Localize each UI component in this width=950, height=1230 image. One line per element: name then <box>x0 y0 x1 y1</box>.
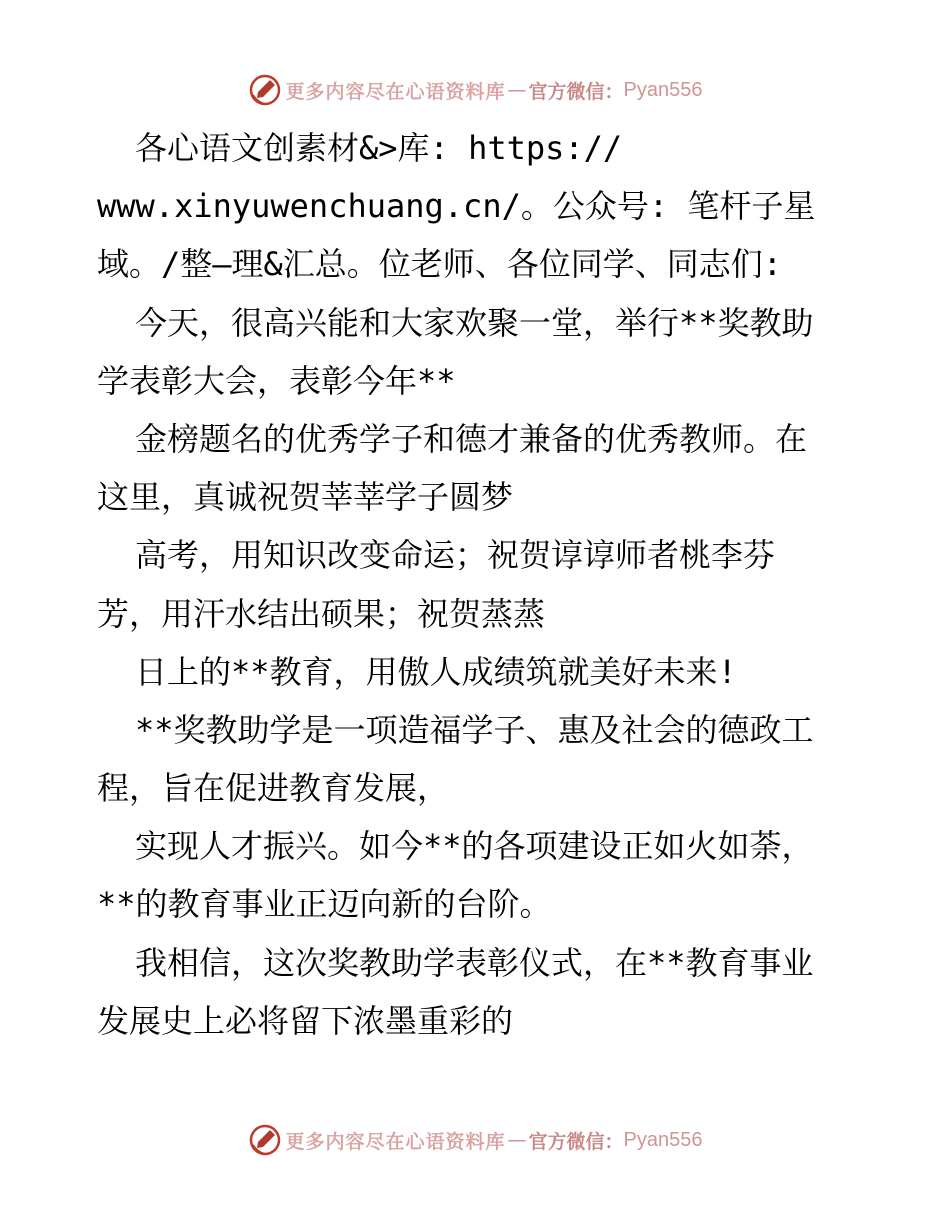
text-line: 程，旨在促进教育发展， <box>97 769 450 808</box>
text-line: 实现人才振兴。如今**的各项建设正如火如荼， <box>135 827 814 866</box>
banner-dash: — <box>507 79 527 101</box>
text-line: 高考，用知识改变命运；祝贺谆谆师者桃李芬 <box>135 536 776 575</box>
text-line: 这里，真诚祝贺莘莘学子圆梦 <box>97 478 514 517</box>
banner-title: 更多内容尽在心语资料库 <box>285 1130 506 1153</box>
text-line: 芳，用汗水结出硕果；祝贺蒸蒸 <box>97 594 546 633</box>
banner-account-id: Pyan556 <box>623 1128 703 1151</box>
text-line: 日上的**教育，用傲人成绩筑就美好未来! <box>135 652 737 691</box>
text-line: 各心语文创素材&>库: https:// <box>135 129 623 167</box>
text-line: www.xinyuwenchuang.cn/。公众号: 笔杆子星 <box>97 187 816 226</box>
text-line: 今天，很高兴能和大家欢聚一堂，举行**奖教助 <box>135 303 814 342</box>
banner-account-label: 官方微信： <box>528 1130 624 1153</box>
banner-account-label: 官方微信： <box>528 80 624 103</box>
banner-account-id: Pyan556 <box>623 78 703 101</box>
text-line: 我相信，这次奖教助学表彰仪式，在**教育事业 <box>135 943 814 982</box>
banner-title: 更多内容尽在心语资料库 <box>285 80 506 103</box>
text-line: 学表彰大会，表彰今年** <box>97 361 456 400</box>
text-line: **的教育事业正迈向新的台阶。 <box>97 885 552 924</box>
pen-nib-logo-icon <box>248 1123 282 1157</box>
text-line: **奖教助学是一项造福学子、惠及社会的德政工 <box>135 710 814 749</box>
document-body <box>97 119 857 1050</box>
text-line: 域。/整—理&汇总。位老师、各位同学、同志们: <box>97 245 783 284</box>
pen-nib-logo-icon <box>248 73 282 107</box>
banner-dash: — <box>507 1129 527 1151</box>
text-line: 发展史上必将留下浓墨重彩的 <box>97 1001 514 1040</box>
header-banner <box>0 70 950 110</box>
footer-banner <box>0 1120 950 1160</box>
text-line: 金榜题名的优秀学子和德才兼备的优秀教师。在 <box>135 419 808 458</box>
